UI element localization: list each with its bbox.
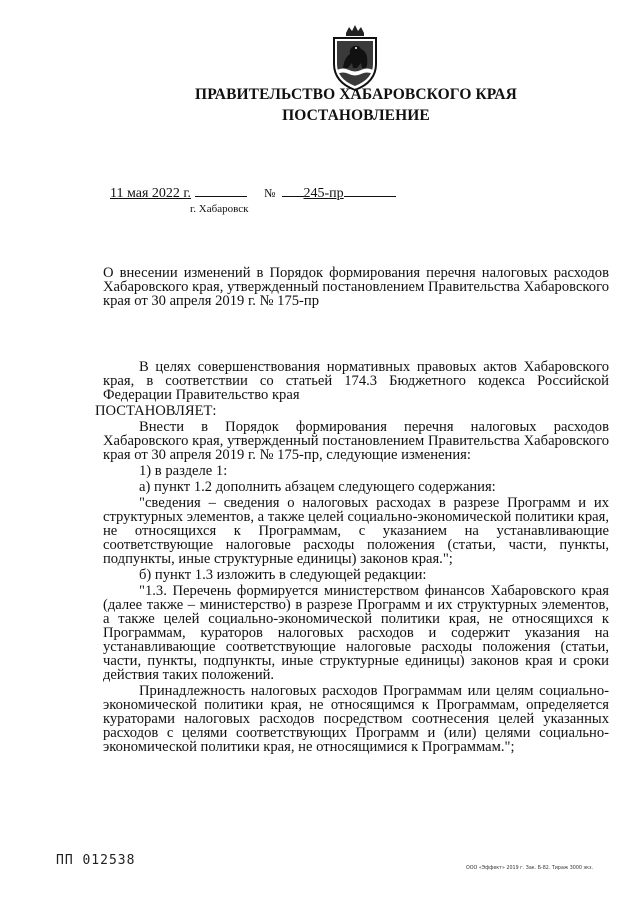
government-title: ПРАВИТЕЛЬСТВО ХАБАРОВСКОГО КРАЯ [195,86,517,103]
number-underline-pre [282,184,304,197]
document-subject: О внесении изменений в Порядок формирования перечня налоговых расходов Хабаровского края, утвержденный постановлением Правительства Хабаровского края от 30 апреля 2019 г. № 175-пр [103,265,609,309]
resolves-label: ПОСТАНОВЛЯЕТ: [95,403,217,419]
date-number-line [110,184,396,202]
document-body [95,359,609,756]
paragraph-point-1-2: а) пункт 1.2 дополнить абзацем следующего содержания: [139,479,496,495]
number-sign: № [264,186,276,200]
city-label: г. Хабаровск [190,203,249,215]
form-serial-number: ПП 012538 [56,853,136,868]
printer-imprint: ООО «Эффект» 2019 г. Зак. Б-82. Тираж 3000 экз. [466,866,594,871]
coat-of-arms-emblem [326,24,384,92]
preamble-paragraph: В целях совершенствования нормативных правовых актов Хабаровского края, в соответствии со статьей 174.3 Бюджетного кодекса Российской Федерации Правительство края [103,359,609,403]
paragraph-introduce-changes: Внести в Порядок формирования перечня налоговых расходов Хабаровского края, утвержденный постановлением Правительства Хабаровского края от 30 апреля 2019 г. № 175-пр, следующие изменения: [103,419,609,463]
date-underline [195,184,247,197]
quote-point-1-3-paragraph: "1.3. Перечень формируется министерством финансов Хабаровского края (далее также – министерство) в разрезе Программ и их структурных элементов, а также целей социально-экономической политики края, не относящихся к Программам, кураторов налоговых расходов и содержит указания на устанавливающие соответствующие налоговые расходы положения (статьи, части, пункты, подпункты, иные структурные единицы) законов края и сроки действия таких положений. [103,583,609,683]
paragraph-point-1-3: б) пункт 1.3 изложить в следующей редакции: [139,567,427,583]
paragraph-section-1: 1) в разделе 1: [139,463,228,479]
quote-definition-paragraph: "сведения – сведения о налоговых расходах в разрезе Программ и их структурных элементов, а также целей социально-экономической политики края, не относящихся к Программам, с указанием на устанавливающие соответствующие налоговые расходы положения (статьи, части, пункты, подпункты, иные структурные единицы) законов края."; [103,495,609,567]
document-number: 245-пр [303,186,344,201]
document-date: 11 мая 2022 г. [110,186,192,201]
number-underline [344,184,396,197]
quote-ownership-paragraph: Принадлежность налоговых расходов Программам или целям социально-экономической политики края, не относящимся к Программам, определяется кураторами налоговых расходов посредством соотнесения целей указанных расходов с целями соответствующих Программ и (или) целями социально-экономической политики края, не относящимися к Программам."; [103,683,609,755]
document-type-title: ПОСТАНОВЛЕНИЕ [282,107,430,124]
